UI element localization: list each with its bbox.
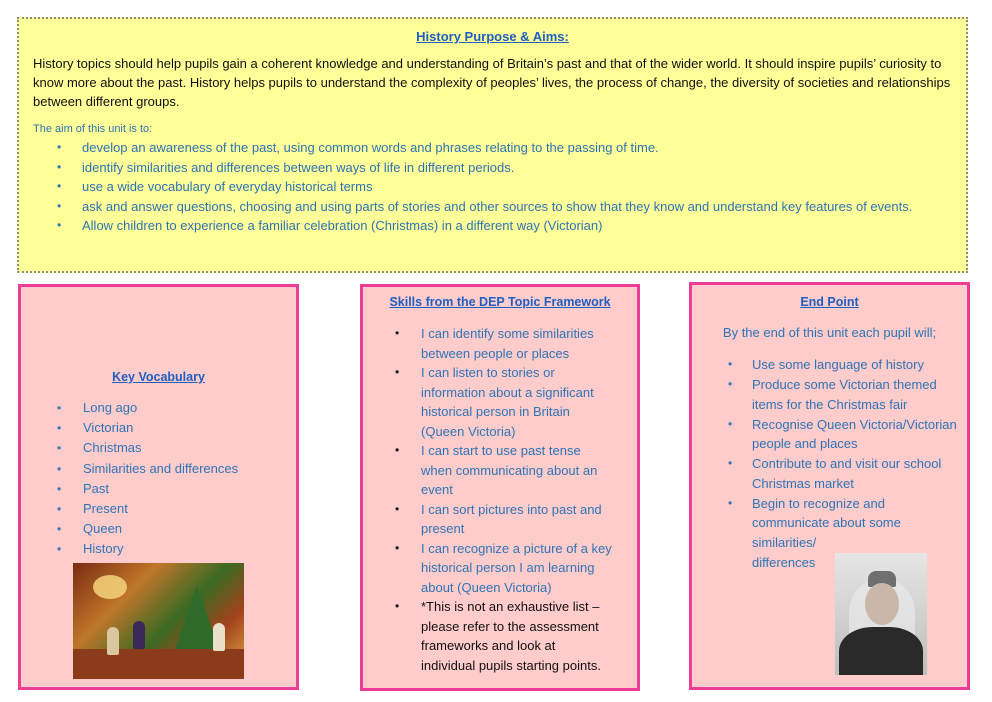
purpose-title: History Purpose & Aims: xyxy=(416,29,569,44)
vocabulary-list xyxy=(51,398,238,560)
list-item-text: similarities/ differences xyxy=(752,535,817,570)
queen-victoria-portrait xyxy=(835,553,927,675)
list-item: • Long ago xyxy=(51,398,238,418)
end-point-lead: By the end of this unit each pupil will; xyxy=(722,325,937,340)
list-item: • Produce some Victorian themed items for the Christmas fair xyxy=(708,375,958,414)
list-item: • develop an awareness of the past, using common words and phrases relating to the passing of time. xyxy=(33,138,952,158)
list-item: • Use some language of history xyxy=(708,355,958,375)
list-item: • Begin to recognize and communicate about some xyxy=(708,494,958,533)
list-item: • Similarities and differences xyxy=(51,459,238,479)
list-item: • I can start to use past tense when communicating about an event xyxy=(373,441,613,500)
list-item: • I can listen to stories or information about a significant historical person in Britain (Queen Victoria) xyxy=(373,363,613,441)
list-item: • Victorian xyxy=(51,418,238,438)
list-item: • I can recognize a picture of a key historical person I am learning about (Queen Victoria) xyxy=(373,539,613,598)
end-point-title: End Point xyxy=(800,295,859,309)
skills-title: Skills from the DEP Topic Framework xyxy=(389,295,611,309)
list-item: • identify similarities and differences between ways of life in different periods. xyxy=(33,158,952,178)
list-item: • ask and answer questions, choosing and using parts of stories and other sources to show that they know and understand key features of events. xyxy=(33,197,952,217)
list-item: • Contribute to and visit our school Christmas market xyxy=(708,454,958,493)
list-item: • Christmas xyxy=(51,438,238,458)
figure-shape xyxy=(213,623,225,651)
figure-shape xyxy=(133,621,145,649)
end-point-card xyxy=(689,282,970,690)
skills-list xyxy=(373,324,613,675)
key-vocabulary-card xyxy=(18,284,299,690)
figure-shape xyxy=(107,627,119,655)
floor-shape xyxy=(73,649,244,679)
list-item: • History xyxy=(51,539,238,559)
list-item: • Present xyxy=(51,499,238,519)
face-shape xyxy=(865,583,899,625)
list-item: • I can identify some similarities between people or places xyxy=(373,324,613,363)
list-item: • use a wide vocabulary of everyday historical terms xyxy=(33,177,952,197)
list-item: • Past xyxy=(51,479,238,499)
skills-note: • *This is not an exhaustive list – please refer to the assessment frameworks and look at individual pupils starting points. xyxy=(373,597,613,675)
list-item: • Allow children to experience a familiar celebration (Christmas) in a different way (Victorian) xyxy=(33,216,952,236)
skills-card xyxy=(360,284,640,691)
key-vocabulary-title: Key Vocabulary xyxy=(112,370,205,384)
aims-list xyxy=(33,138,952,236)
list-item: • Queen xyxy=(51,519,238,539)
victorian-christmas-image xyxy=(73,563,244,679)
purpose-panel xyxy=(17,17,968,273)
end-point-list xyxy=(708,355,958,573)
list-item: • I can sort pictures into past and present xyxy=(373,500,613,539)
lamp-shape xyxy=(93,575,127,599)
dress-shape xyxy=(839,627,923,675)
list-item: • Recognise Queen Victoria/Victorian people and places xyxy=(708,415,958,454)
aim-label: The aim of this unit is to: xyxy=(33,123,153,135)
purpose-intro: History topics should help pupils gain a coherent knowledge and understanding of Britain’s past and that of the wider world. It should inspire pupils’ curiosity to know more about the past. History helps pupils to understand the complexity of peoples’ lives, the process of change, the diversity of societies and relationships between different groups. xyxy=(33,56,951,109)
